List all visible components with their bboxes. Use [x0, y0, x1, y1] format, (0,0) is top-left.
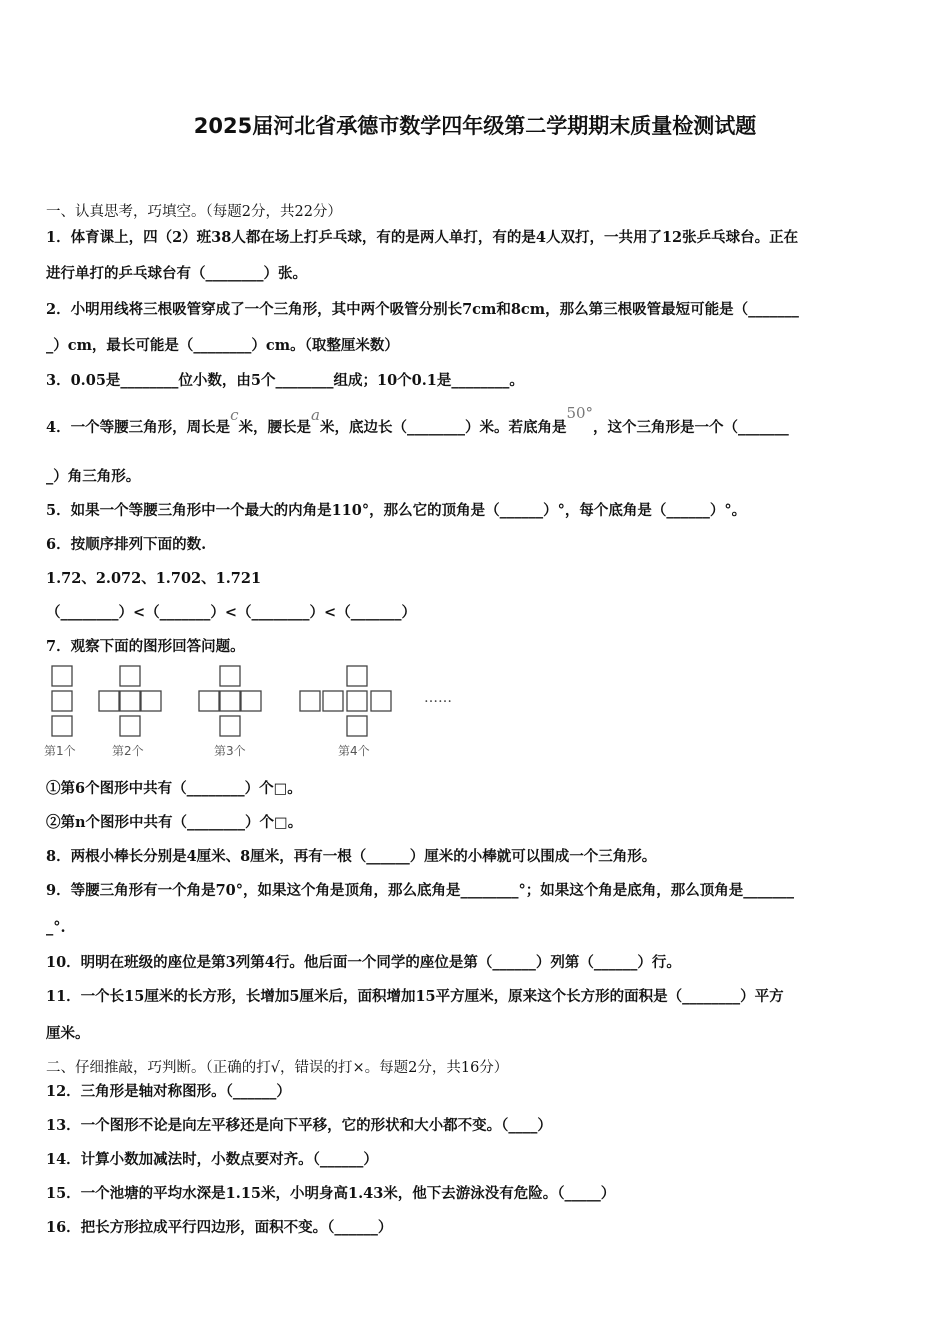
fig4-label: 第4个: [338, 744, 370, 758]
question-6-numbers: 1.72、2.072、1.702、1.721: [46, 570, 262, 587]
question-7-part-2: ②第n个图形中共有（________）个□。: [46, 814, 303, 831]
fig2-square-3: [120, 691, 140, 711]
fig3-square-5: [220, 716, 240, 736]
fig4-square-3: [323, 691, 343, 711]
fig2-square-2: [99, 691, 119, 711]
question-7: 7．观察下面的图形回答问题。: [46, 638, 245, 655]
q4-part-3: 米，底边长（________）米。若底角是: [319, 419, 567, 436]
q4-part-2: 米，腰长是: [238, 419, 311, 436]
fig3-square-1: [220, 666, 240, 686]
question-14: 14．计算小数加减法时，小数点要对齐。（______）: [46, 1151, 378, 1168]
question-4-line-1: [46, 404, 916, 438]
question-16: 16．把长方形拉成平行四边形，面积不变。（______）: [46, 1219, 393, 1236]
question-5: 5．如果一个等腰三角形中一个最大的内角是110°，那么它的顶角是（______）°，每个底角是（______）°。: [46, 502, 747, 519]
fig3-square-4: [241, 691, 261, 711]
square-pattern-svg: [40, 660, 480, 770]
question-8: 8．两根小棒长分别是4厘米、8厘米，再有一根（______）厘米的小棒就可以围成一个三角形。: [46, 848, 657, 865]
fig4-square-4: [347, 691, 367, 711]
fig2-label: 第2个: [112, 744, 144, 758]
fig4-square-1: [347, 666, 367, 686]
fig3-square-2: [199, 691, 219, 711]
question-3: 3．0.05是________位小数，由5个________组成；10个0.1是________。: [46, 372, 524, 389]
question-12: 12．三角形是轴对称图形。（______）: [46, 1083, 291, 1100]
fig1-label: 第1个: [44, 744, 76, 758]
question-7-part-1: ①第6个图形中共有（________）个□。: [46, 780, 302, 797]
question-2-line-1: 2．小明用线将三根吸管穿成了一个三角形，其中两个吸管分别长7cm和8cm，那么第三根吸管最短可能是（_______: [46, 301, 799, 318]
fig1-square-1: [52, 666, 72, 686]
question-6: 6．按顺序排列下面的数.: [46, 536, 207, 553]
question-13: 13．一个图形不论是向左平移还是向下平移，它的形状和大小都不变。（____）: [46, 1117, 552, 1134]
square-pattern-figure: [40, 660, 480, 770]
question-6-order: （________）<（_______）<（________）<（_______）: [46, 604, 416, 621]
question-9-line-2: _°.: [46, 919, 66, 936]
fig4-square-5: [371, 691, 391, 711]
question-9-line-1: 9．等腰三角形有一个角是70°，如果这个角是顶角，那么底角是________°；如果这个角是底角，那么顶角是_______: [46, 882, 795, 899]
question-15: 15．一个池塘的平均水深是1.15米，小明身高1.43米，他下去游泳没有危险。（_____）: [46, 1185, 616, 1202]
variable-c: c: [230, 406, 239, 424]
q4-part-4: ，这个三角形是一个（_______: [593, 419, 789, 436]
fig2-square-4: [141, 691, 161, 711]
question-1-line-2: 进行单打的乒乓球台有（________）张。: [46, 265, 307, 282]
q4-part-1: 4．一个等腰三角形，周长是: [46, 419, 231, 436]
fig4-square-2: [300, 691, 320, 711]
question-11-line-2: 厘米。: [46, 1025, 90, 1042]
figure-ellipsis: ……: [424, 690, 452, 706]
question-2-line-2: _）cm，最长可能是（________）cm。（取整厘米数）: [46, 337, 399, 354]
question-4-line-2: _）角三角形。: [46, 468, 141, 485]
question-10: 10．明明在班级的座位是第3列第4行。他后面一个同学的座位是第（______）列第（______）行。: [46, 954, 681, 971]
page-title: 2025届河北省承德市数学四年级第二学期期末质量检测试题: [193, 114, 757, 138]
section-2-heading: 二、仔细推敲，巧判断。（正确的打√，错误的打×。每题2分，共16分）: [46, 1060, 509, 1076]
fig3-label: 第3个: [214, 744, 246, 758]
section-1-heading: 一、认真思考，巧填空。（每题2分，共22分）: [46, 204, 342, 220]
fig1-square-3: [52, 716, 72, 736]
fig2-square-5: [120, 716, 140, 736]
variable-a: a: [311, 406, 320, 424]
fig1-square-2: [52, 691, 72, 711]
question-11-line-1: 11．一个长15厘米的长方形，长增加5厘米后，面积增加15平方厘米，原来这个长方形的面积是（________）平方: [46, 988, 784, 1005]
fig2-square-1: [120, 666, 140, 686]
angle-50: 50°: [566, 404, 594, 422]
fig3-square-3: [220, 691, 240, 711]
fig4-square-6: [347, 716, 367, 736]
question-1-line-1: 1．体育课上，四（2）班38人都在场上打乒乓球，有的是两人单打，有的是4人双打，一共用了12张乒乓球台。正在: [46, 229, 799, 246]
